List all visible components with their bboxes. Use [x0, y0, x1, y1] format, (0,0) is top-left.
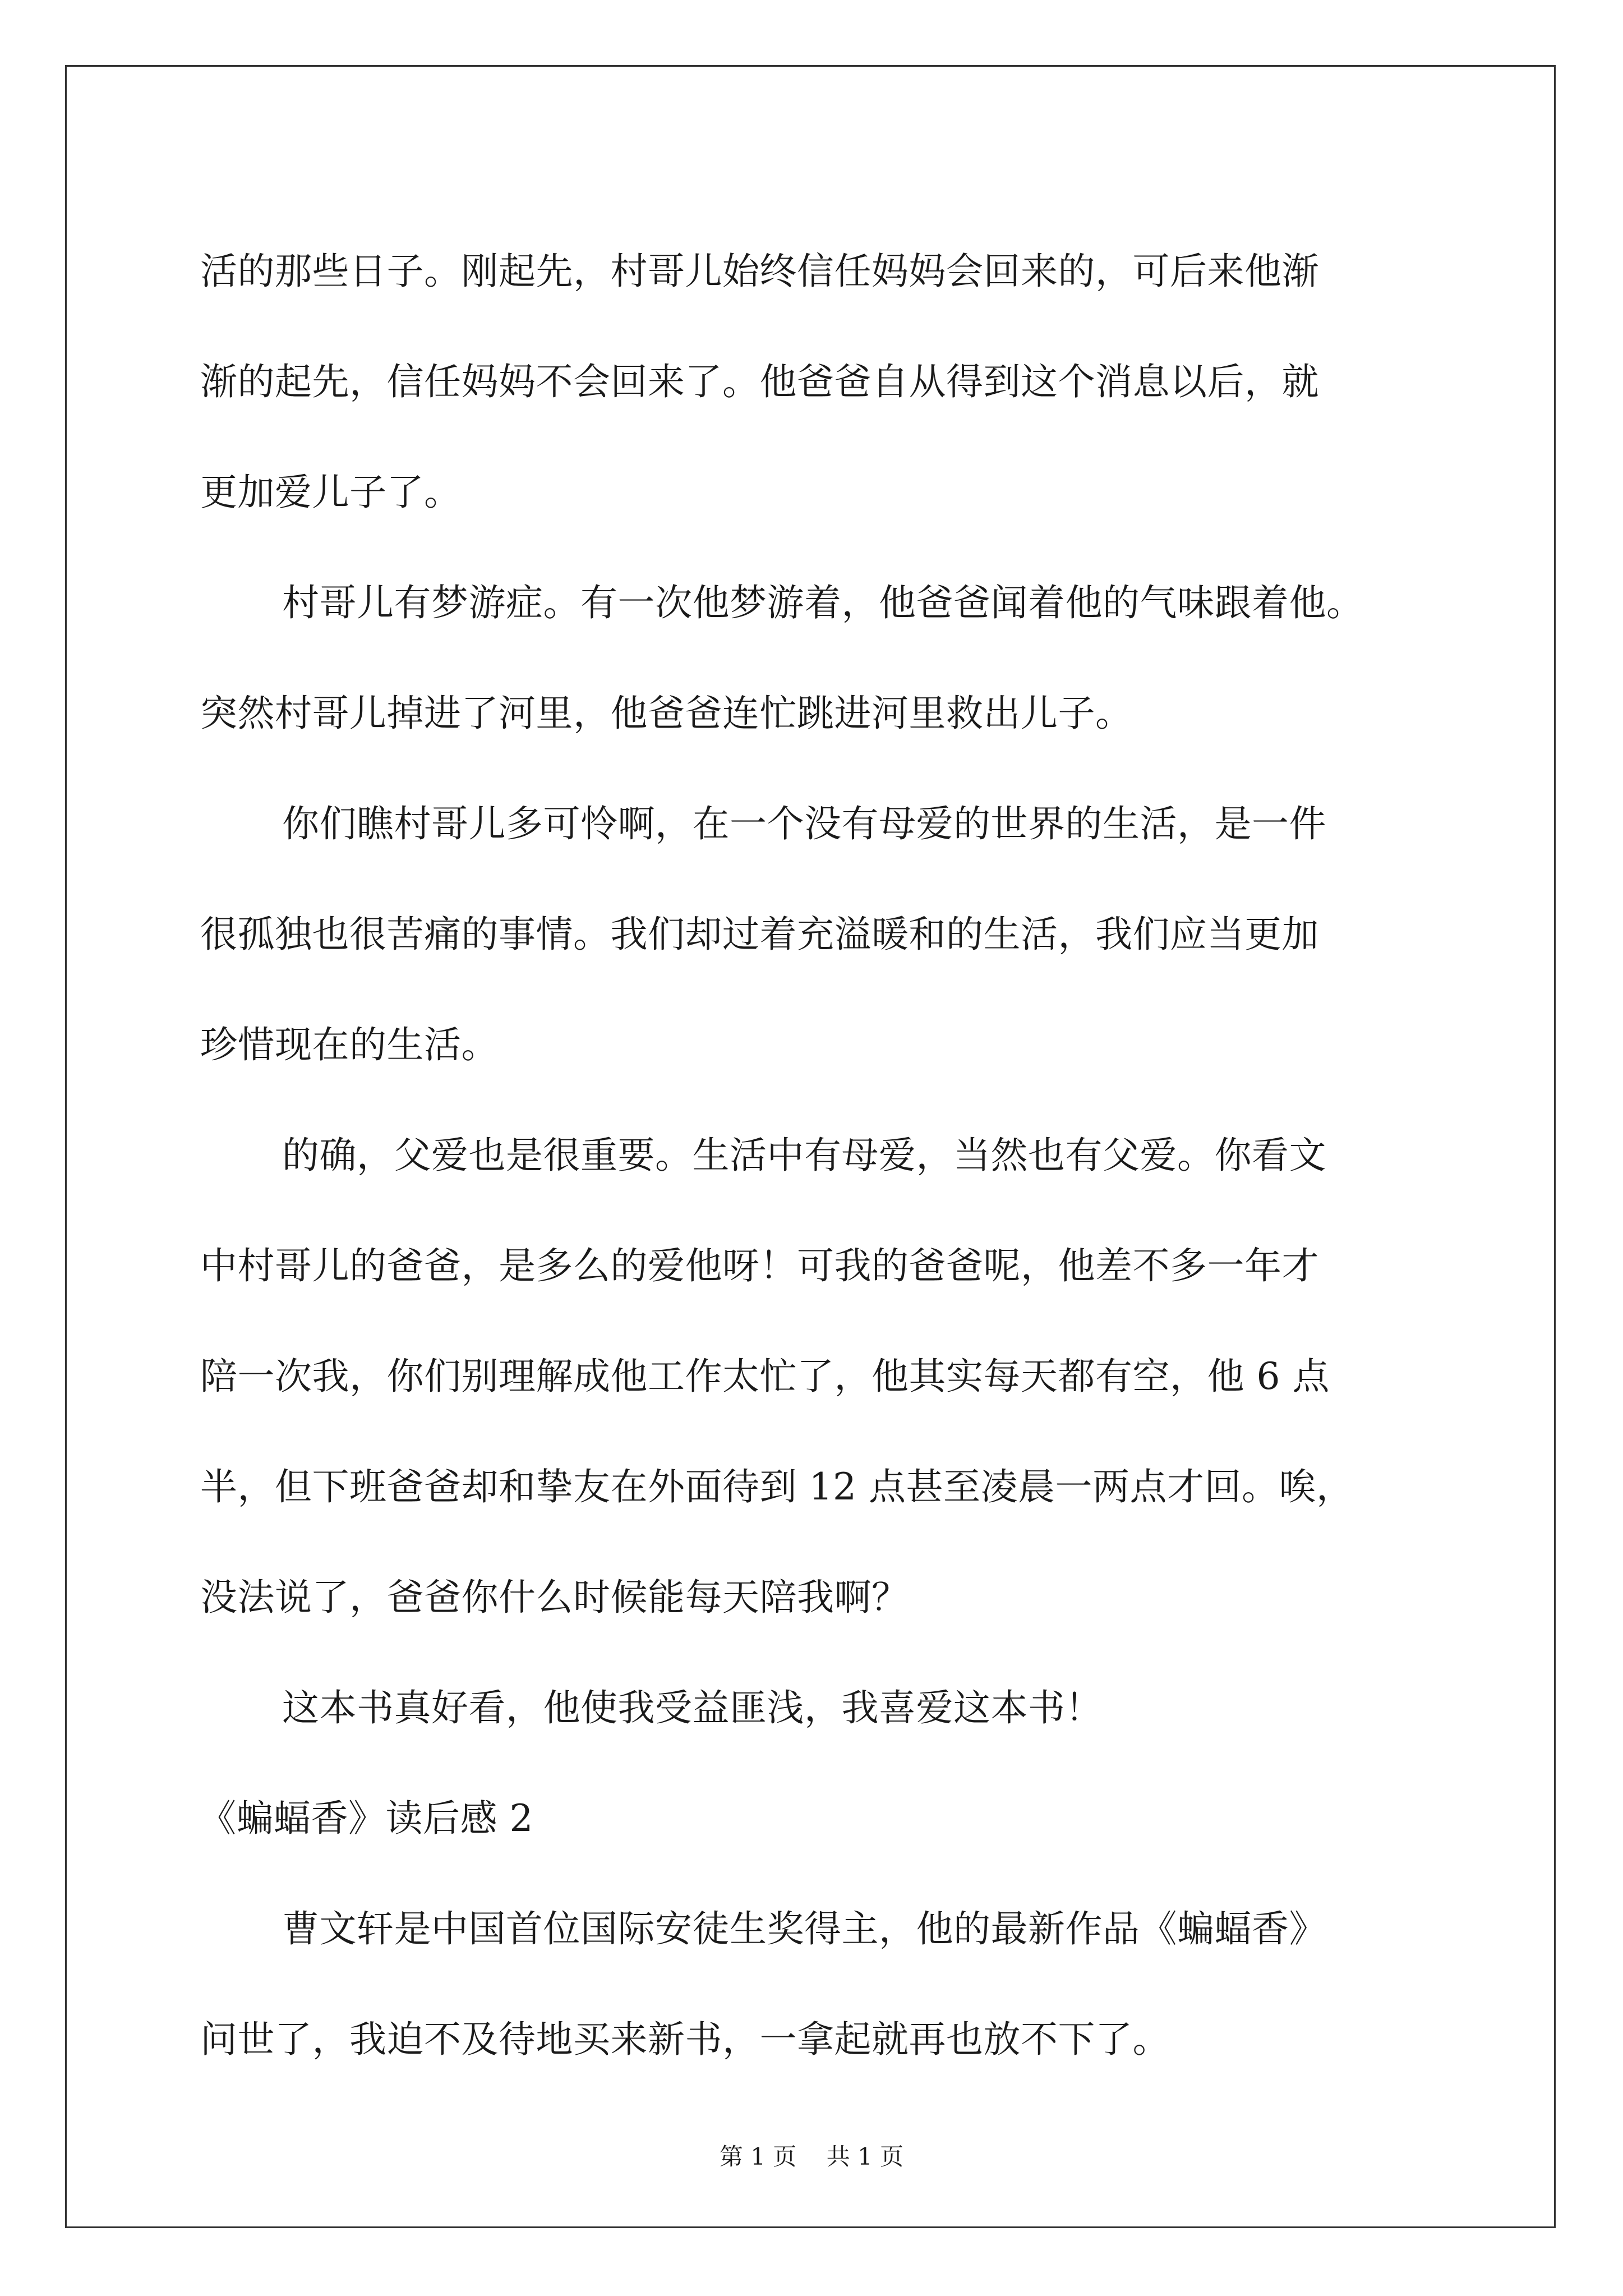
text-line: 没法说了，爸爸你什么时候能每天陪我啊？	[200, 1576, 909, 1619]
text-line: 珍惜现在的生活。	[200, 1023, 499, 1066]
text-line: 中村哥儿的爸爸，是多么的爱他呀！可我的爸爸呢，他差不多一年才	[200, 1244, 1319, 1287]
text-line: 突然村哥儿掉进了河里，他爸爸连忙跳进河里救出儿子。	[200, 692, 1133, 735]
text-line: 问世了，我迫不及待地买来新书，一拿起就再也放不下了。	[200, 2018, 1170, 2061]
text-line: 半，但下班爸爸却和挚友在外面待到 12 点甚至凌晨一两点才回。唉，	[200, 1465, 1354, 1508]
section-heading: 《蝙蝠香》读后感 2	[199, 1797, 533, 1840]
page-number-label: 第 1 页 共 1 页	[719, 2143, 904, 2170]
text-line: 这本书真好看，他使我受益匪浅，我喜爱这本书！	[282, 1686, 1103, 1729]
text-line: 活的那些日子。刚起先，村哥儿始终信任妈妈会回来的，可后来他渐	[200, 250, 1319, 293]
page-footer	[0, 2140, 1623, 2174]
document-body	[200, 216, 1428, 2095]
text-line: 很孤独也很苦痛的事情。我们却过着充溢暖和的生活，我们应当更加	[200, 913, 1319, 956]
text-line: 更加爱儿子了。	[200, 471, 462, 514]
text-line: 的确，父爱也是很重要。生活中有母爱，当然也有父爱。你看文	[282, 1134, 1326, 1177]
text-line: 曹文轩是中国首位国际安徒生奖得主，他的最新作品《蝙蝠香》	[282, 1907, 1326, 1950]
text-line: 渐的起先，信任妈妈不会回来了。他爸爸自从得到这个消息以后，就	[200, 360, 1319, 403]
text-line: 你们瞧村哥儿多可怜啊，在一个没有母爱的世界的生活，是一件	[282, 802, 1326, 845]
text-line: 陪一次我，你们别理解成他工作太忙了，他其实每天都有空，他 6 点	[200, 1355, 1330, 1398]
text-line: 村哥儿有梦游症。有一次他梦游着，他爸爸闻着他的气味跟着他。	[282, 581, 1364, 624]
